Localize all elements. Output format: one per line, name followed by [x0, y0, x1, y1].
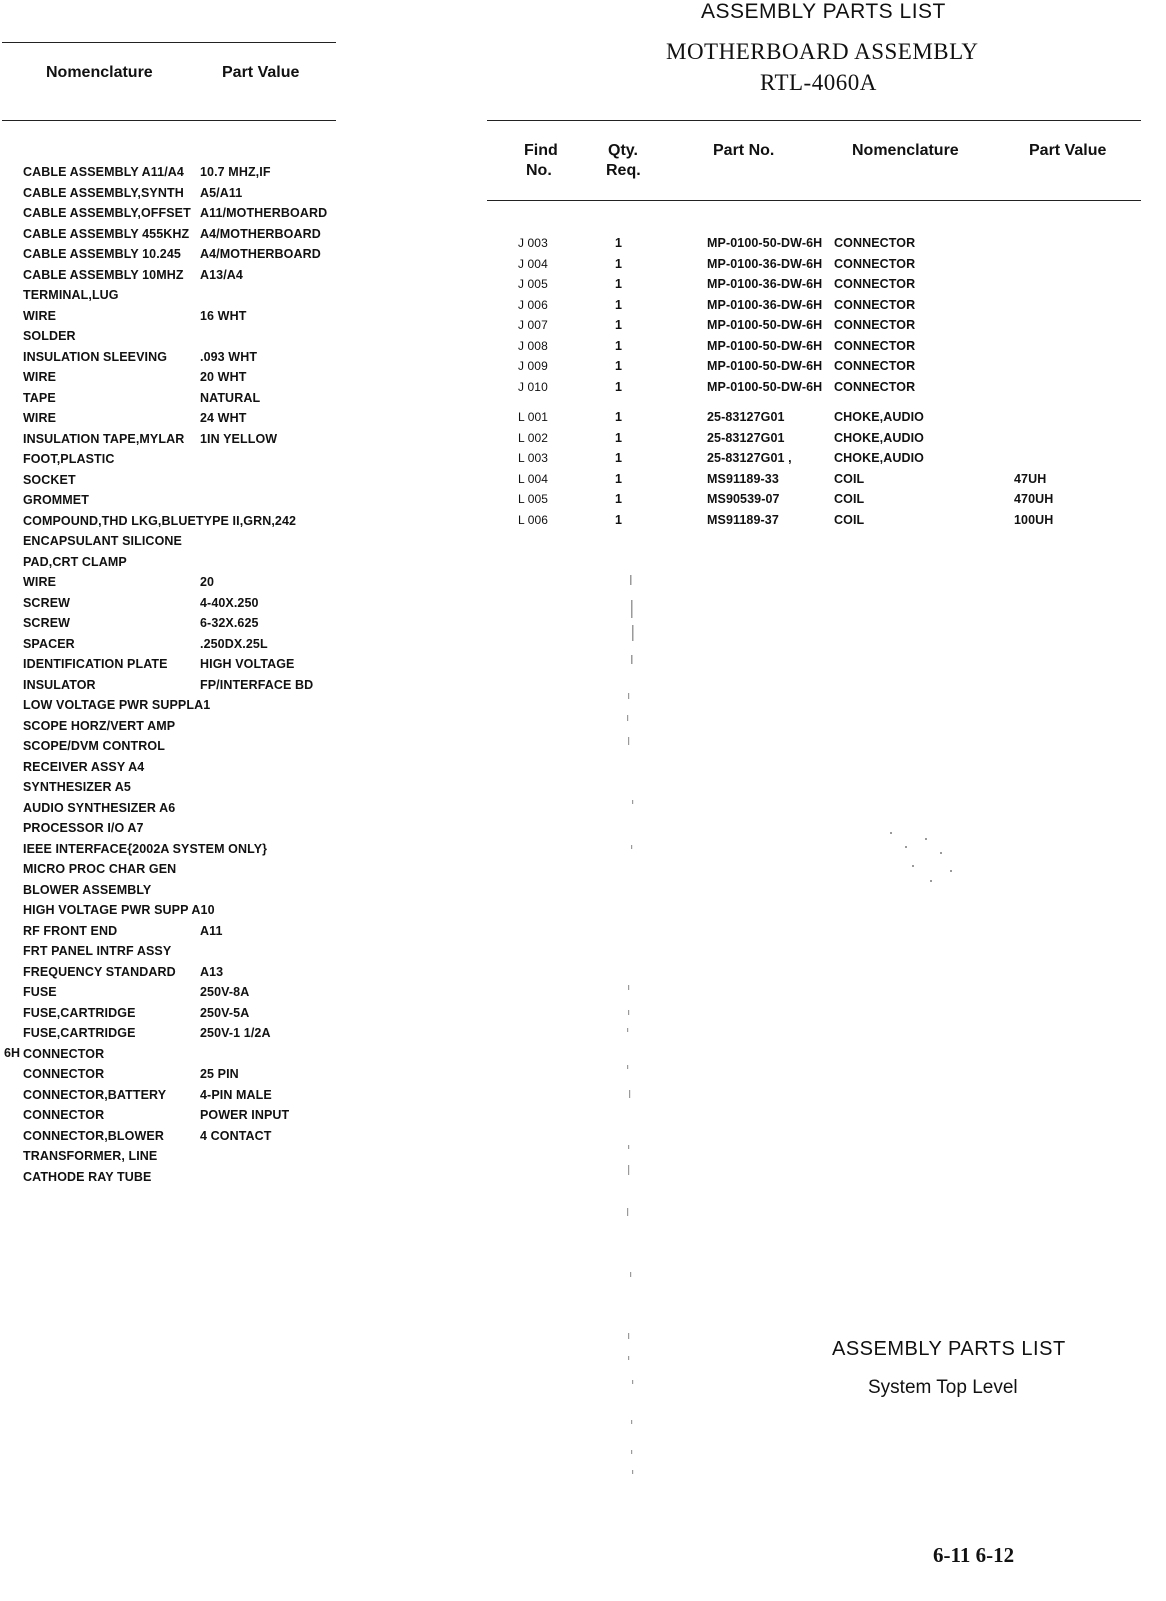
right-cell-part-no: MP-0100-50-DW-6H — [707, 338, 823, 353]
left-cell-nomenclature: WIRE — [23, 308, 57, 323]
right-cell-part-no: MP-0100-50-DW-6H — [707, 379, 823, 394]
left-cell-part-value: NATURAL — [200, 390, 261, 405]
right-cell-nomenclature: CONNECTOR — [834, 277, 916, 291]
right-header-part-no: Part No. — [713, 142, 775, 159]
left-cell-nomenclature: INSULATION SLEEVING — [23, 349, 168, 364]
left-cell-nomenclature: GROMMET — [23, 493, 89, 507]
left-cell-nomenclature: FOOT,PLASTIC — [23, 452, 115, 466]
right-cell-nomenclature: CONNECTOR — [834, 256, 916, 271]
left-cell-part-value: 16 WHT — [200, 308, 247, 323]
right-cell-part-no: MP-0100-36-DW-6H — [707, 277, 823, 291]
right-cell-qty: 1 — [615, 471, 623, 486]
right-cell-part-no: 25-83127G01 , — [707, 451, 792, 465]
left-cell-nomenclature: CABLE ASSEMBLY 10.245 — [23, 247, 181, 261]
left-cell-part-value: A11 — [200, 923, 223, 938]
left-cell-nomenclature: WIRE — [23, 411, 57, 425]
left-cell-nomenclature: PAD,CRT CLAMP — [23, 554, 127, 569]
right-cell-find-no: L 006 — [518, 512, 549, 527]
left-cell-nomenclature: CABLE ASSEMBLY,SYNTH — [23, 185, 184, 200]
left-stray-label: 6H — [4, 1046, 21, 1060]
right-cell-nomenclature: CONNECTOR — [834, 359, 916, 373]
left-cell-nomenclature: CATHODE RAY TUBE — [23, 1169, 152, 1184]
left-cell-part-value: 4-40X.250 — [200, 595, 259, 610]
left-cell-nomenclature: CONNECTOR — [23, 1108, 105, 1122]
right-cell-qty: 1 — [615, 297, 623, 312]
right-cell-qty: 1 — [615, 318, 623, 332]
right-cell-find-no: L 002 — [518, 430, 549, 445]
right-subtitle-part-number: RTL-4060A — [760, 70, 877, 95]
left-cell-nomenclature: CABLE ASSEMBLY,OFFSET — [23, 206, 191, 220]
left-cell-nomenclature: AUDIO SYNTHESIZER A6 — [23, 800, 176, 815]
right-cell-qty: 1 — [615, 430, 623, 445]
right-cell-nomenclature: COIL — [834, 492, 865, 506]
right-header-part-value: Part Value — [1029, 142, 1107, 159]
left-cell-nomenclature: HIGH VOLTAGE PWR SUPP A10 — [23, 903, 215, 917]
right-cell-nomenclature: CHOKE,AUDIO — [834, 451, 924, 465]
right-cell-qty: 1 — [615, 338, 623, 353]
right-cell-find-no: J 004 — [518, 256, 548, 271]
right-cell-part-value: 100UH — [1014, 512, 1054, 527]
left-cell-nomenclature: FRT PANEL INTRF ASSY — [23, 944, 172, 958]
right-cell-part-no: MP-0100-36-DW-6H — [707, 256, 823, 271]
left-cell-part-value: 1IN YELLOW — [200, 431, 278, 446]
left-cell-nomenclature: SYNTHESIZER A5 — [23, 780, 131, 794]
left-cell-nomenclature: LOW VOLTAGE PWR SUPPLA1 — [23, 698, 211, 712]
right-parts-table — [0, 0, 1166, 560]
left-cell-part-value: 20 WHT — [200, 370, 247, 384]
left-cell-nomenclature: FUSE,CARTRIDGE — [23, 1005, 136, 1020]
right-cell-part-value: 47UH — [1014, 471, 1047, 486]
left-cell-nomenclature: BLOWER ASSEMBLY — [23, 882, 152, 897]
right-title: ASSEMBLY PARTS LIST — [701, 0, 946, 23]
left-cell-nomenclature: SPACER — [23, 636, 75, 651]
right-header-find-line2: No. — [526, 162, 552, 179]
left-cell-part-value: 10.7 MHZ,IF — [200, 165, 271, 179]
right-cell-find-no: L 001 — [518, 410, 549, 424]
right-cell-qty: 1 — [615, 512, 623, 527]
right-cell-part-value: 470UH — [1014, 492, 1054, 506]
right-cell-find-no: J 010 — [518, 379, 548, 394]
right-cell-qty: 1 — [615, 379, 623, 394]
right-cell-qty: 1 — [615, 451, 623, 465]
left-cell-nomenclature: COMPOUND,THD LKG,BLUETYPE II,GRN,242 — [23, 513, 297, 528]
right-cell-part-no: MP-0100-50-DW-6H — [707, 236, 823, 250]
left-cell-part-value: 4 CONTACT — [200, 1128, 272, 1143]
left-cell-part-value: 24 WHT — [200, 411, 247, 425]
left-cell-nomenclature: SCREW — [23, 595, 71, 610]
right-cell-nomenclature: CHOKE,AUDIO — [834, 430, 924, 445]
right-cell-nomenclature: CONNECTOR — [834, 318, 916, 332]
right-cell-find-no: J 007 — [518, 318, 548, 332]
left-cell-nomenclature: MICRO PROC CHAR GEN — [23, 862, 177, 876]
left-cell-nomenclature: WIRE — [23, 370, 57, 384]
right-cell-find-no: J 003 — [518, 236, 548, 250]
left-cell-nomenclature: INSULATOR — [23, 677, 96, 692]
left-cell-nomenclature: SOCKET — [23, 472, 76, 487]
left-cell-part-value: 250V-8A — [200, 985, 250, 999]
right-cell-nomenclature: CONNECTOR — [834, 297, 916, 312]
page-numbers: 6-11 6-12 — [933, 1543, 1015, 1567]
right-cell-find-no: L 005 — [518, 492, 549, 506]
left-cell-part-value: 6-32X.625 — [200, 616, 259, 630]
left-cell-nomenclature: RF FRONT END — [23, 923, 118, 938]
left-cell-nomenclature: SOLDER — [23, 329, 76, 343]
right-header-find-line1: Find — [524, 142, 558, 159]
right-cell-nomenclature: CONNECTOR — [834, 379, 916, 394]
right-cell-part-no: MS90539-07 — [707, 492, 780, 506]
left-cell-nomenclature: PROCESSOR I/O A7 — [23, 821, 144, 835]
left-cell-nomenclature: FREQUENCY STANDARD — [23, 964, 176, 979]
right-cell-find-no: J 005 — [518, 277, 548, 291]
left-cell-part-value: FP/INTERFACE BD — [200, 677, 314, 692]
footer-title: ASSEMBLY PARTS LIST — [832, 1338, 1066, 1360]
left-cell-part-value: POWER INPUT — [200, 1108, 290, 1122]
right-header-nomenclature: Nomenclature — [852, 142, 959, 159]
left-cell-nomenclature: SCOPE/DVM CONTROL — [23, 739, 165, 753]
right-cell-nomenclature: COIL — [834, 471, 865, 486]
right-cell-part-no: MS91189-37 — [707, 512, 779, 527]
left-cell-nomenclature: CONNECTOR,BLOWER — [23, 1128, 164, 1143]
left-cell-part-value: A4/MOTHERBOARD — [200, 226, 321, 241]
left-cell-part-value: .093 WHT — [200, 349, 258, 364]
left-cell-nomenclature: ENCAPSULANT SILICONE — [23, 534, 182, 548]
right-cell-nomenclature: COIL — [834, 512, 865, 527]
left-header-part-value: Part Value — [222, 64, 300, 81]
right-cell-part-no: MP-0100-50-DW-6H — [707, 359, 823, 373]
left-cell-nomenclature: IEEE INTERFACE{2002A SYSTEM ONLY} — [23, 841, 268, 856]
right-cell-nomenclature: CONNECTOR — [834, 236, 916, 250]
right-header-qty-line1: Qty. — [608, 142, 638, 159]
left-cell-part-value: HIGH VOLTAGE — [200, 657, 295, 671]
right-cell-qty: 1 — [615, 277, 623, 291]
left-cell-nomenclature: INSULATION TAPE,MYLAR — [23, 431, 185, 446]
right-cell-find-no: J 008 — [518, 338, 548, 353]
left-cell-part-value: 250V-5A — [200, 1005, 250, 1020]
left-cell-part-value: .250DX.25L — [200, 636, 268, 651]
left-cell-part-value: A13 — [200, 964, 224, 979]
right-header-qty-line2: Req. — [606, 162, 641, 179]
right-cell-part-no: 25-83127G01 — [707, 430, 785, 445]
left-cell-nomenclature: CONNECTOR — [23, 1046, 105, 1061]
right-cell-find-no: J 006 — [518, 297, 548, 312]
left-cell-nomenclature: WIRE — [23, 575, 57, 589]
left-cell-nomenclature: FUSE,CARTRIDGE — [23, 1026, 136, 1040]
left-cell-part-value: A4/MOTHERBOARD — [200, 247, 321, 261]
left-cell-nomenclature: CABLE ASSEMBLY A11/A4 — [23, 165, 184, 179]
left-cell-part-value: A11/MOTHERBOARD — [200, 206, 328, 220]
right-cell-part-no: MP-0100-50-DW-6H — [707, 318, 823, 332]
right-cell-qty: 1 — [615, 236, 623, 250]
right-cell-find-no: L 003 — [518, 451, 549, 465]
left-cell-nomenclature: TRANSFORMER, LINE — [23, 1149, 158, 1163]
right-cell-part-no: MP-0100-36-DW-6H — [707, 297, 823, 312]
left-cell-nomenclature: FUSE — [23, 985, 57, 999]
right-cell-qty: 1 — [615, 256, 623, 271]
left-cell-nomenclature: TERMINAL,LUG — [23, 288, 119, 302]
left-cell-nomenclature: RECEIVER ASSY A4 — [23, 759, 145, 774]
right-cell-find-no: L 004 — [518, 471, 549, 486]
left-cell-nomenclature: IDENTIFICATION PLATE — [23, 657, 168, 671]
right-cell-part-no: MS91189-33 — [707, 471, 779, 486]
left-cell-nomenclature: TAPE — [23, 390, 56, 405]
left-cell-nomenclature: SCOPE HORZ/VERT AMP — [23, 718, 176, 733]
left-cell-nomenclature: CABLE ASSEMBLY 455KHZ — [23, 226, 190, 241]
right-subtitle-assembly: MOTHERBOARD ASSEMBLY — [666, 39, 979, 64]
right-cell-find-no: J 009 — [518, 359, 548, 373]
right-cell-part-no: 25-83127G01 — [707, 410, 785, 424]
left-cell-part-value: A13/A4 — [200, 267, 243, 282]
left-cell-nomenclature: CABLE ASSEMBLY 10MHZ — [23, 267, 184, 282]
right-cell-qty: 1 — [615, 410, 623, 424]
left-header-nomenclature: Nomenclature — [46, 64, 153, 81]
left-cell-nomenclature: SCREW — [23, 616, 71, 630]
left-cell-nomenclature: CONNECTOR — [23, 1067, 105, 1081]
left-cell-part-value: 4-PIN MALE — [200, 1087, 272, 1102]
left-cell-nomenclature: CONNECTOR,BATTERY — [23, 1087, 167, 1102]
left-cell-part-value: A5/A11 — [200, 185, 243, 200]
left-cell-part-value: 25 PIN — [200, 1067, 239, 1081]
right-cell-nomenclature: CONNECTOR — [834, 338, 916, 353]
right-cell-nomenclature: CHOKE,AUDIO — [834, 410, 924, 424]
right-cell-qty: 1 — [615, 359, 623, 373]
left-cell-part-value: 20 — [200, 575, 215, 589]
footer-subtitle: System Top Level — [868, 1377, 1018, 1398]
left-cell-part-value: 250V-1 1/2A — [200, 1026, 271, 1040]
right-cell-qty: 1 — [615, 492, 623, 506]
